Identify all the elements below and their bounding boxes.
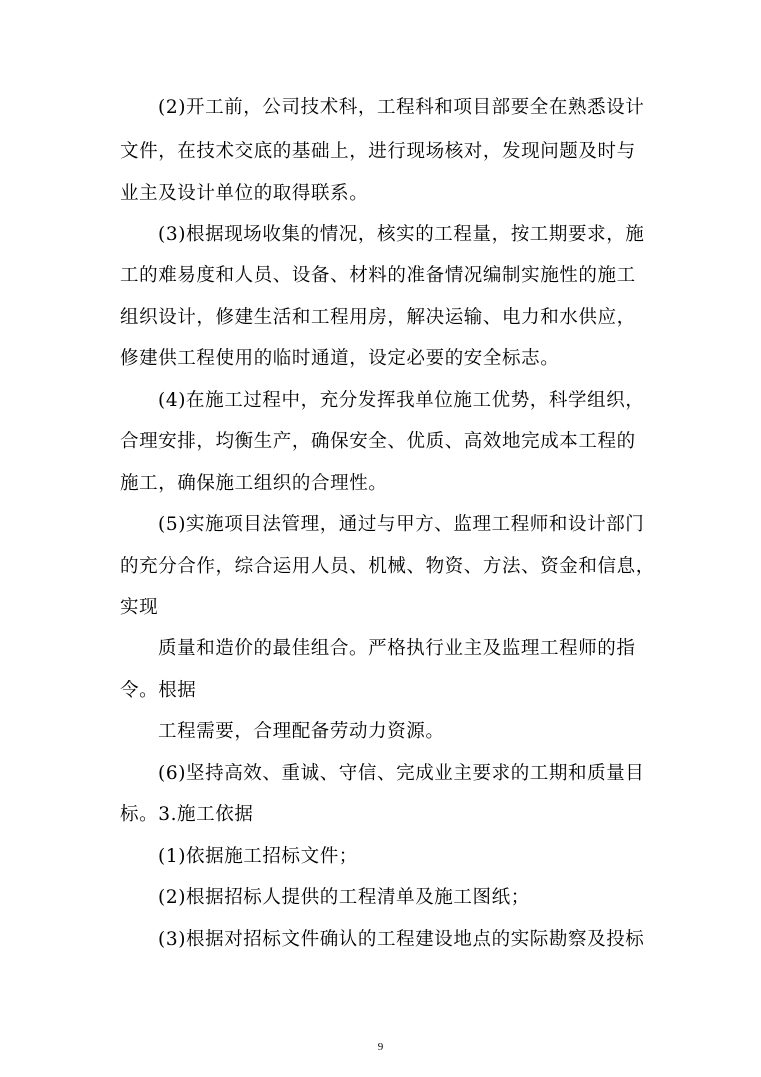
text-line: (2)根据招标人提供的工程清单及施工图纸； bbox=[158, 887, 530, 908]
text-line: (1)依据施工招标文件； bbox=[158, 846, 358, 867]
text-line: 工的难易度和人员、设备、材料的准备情况编制实施性的施工 bbox=[120, 265, 636, 286]
text-line: 修建供工程使用的临时通道，设定必要的安全标志。 bbox=[120, 348, 560, 369]
text-line: 施工，确保施工组织的合理性。 bbox=[120, 473, 388, 494]
text-line: 实现 bbox=[120, 597, 159, 618]
text-line: (2)开工前，公司技术科，工程科和项目部要全在熟悉设计 bbox=[158, 97, 645, 118]
text-line: 文件，在技术交底的基础上，进行现场核对，发现问题及时与 bbox=[120, 141, 636, 162]
text-line: (3)根据对招标文件确认的工程建设地点的实际勘察及投标 bbox=[158, 929, 645, 950]
text-line: (3)根据现场收集的情况，核实的工程量，按工期要求，施 bbox=[158, 224, 645, 245]
text-line: 令。根据 bbox=[120, 680, 197, 701]
text-line: 合理安排，均衡生产，确保安全、优质、高效地完成本工程的 bbox=[120, 431, 636, 452]
text-line: 工程需要，合理配备劳动力资源。 bbox=[158, 721, 445, 742]
text-line: (5)实施项目法管理，通过与甲方、监理工程师和设计部门 bbox=[158, 514, 645, 535]
text-line: (6)坚持高效、重诚、守信、完成业主要求的工期和质量目 bbox=[158, 763, 645, 784]
page-number: 9 bbox=[377, 1041, 384, 1053]
text-line: (4)在施工过程中，充分发挥我单位施工优势，科学组织， bbox=[158, 390, 645, 411]
text-line: 业主及设计单位的取得联系。 bbox=[120, 183, 369, 204]
text-line: 组织设计，修建生活和工程用房，解决运输、电力和水供应， bbox=[120, 307, 636, 328]
text-line: 的充分合作，综合运用人员、机械、物资、方法、资金和信息， bbox=[120, 556, 655, 577]
text-line: 标。3.施工依据 bbox=[120, 804, 254, 825]
text-line: 质量和造价的最佳组合。严格执行业主及监理工程师的指 bbox=[158, 638, 636, 659]
